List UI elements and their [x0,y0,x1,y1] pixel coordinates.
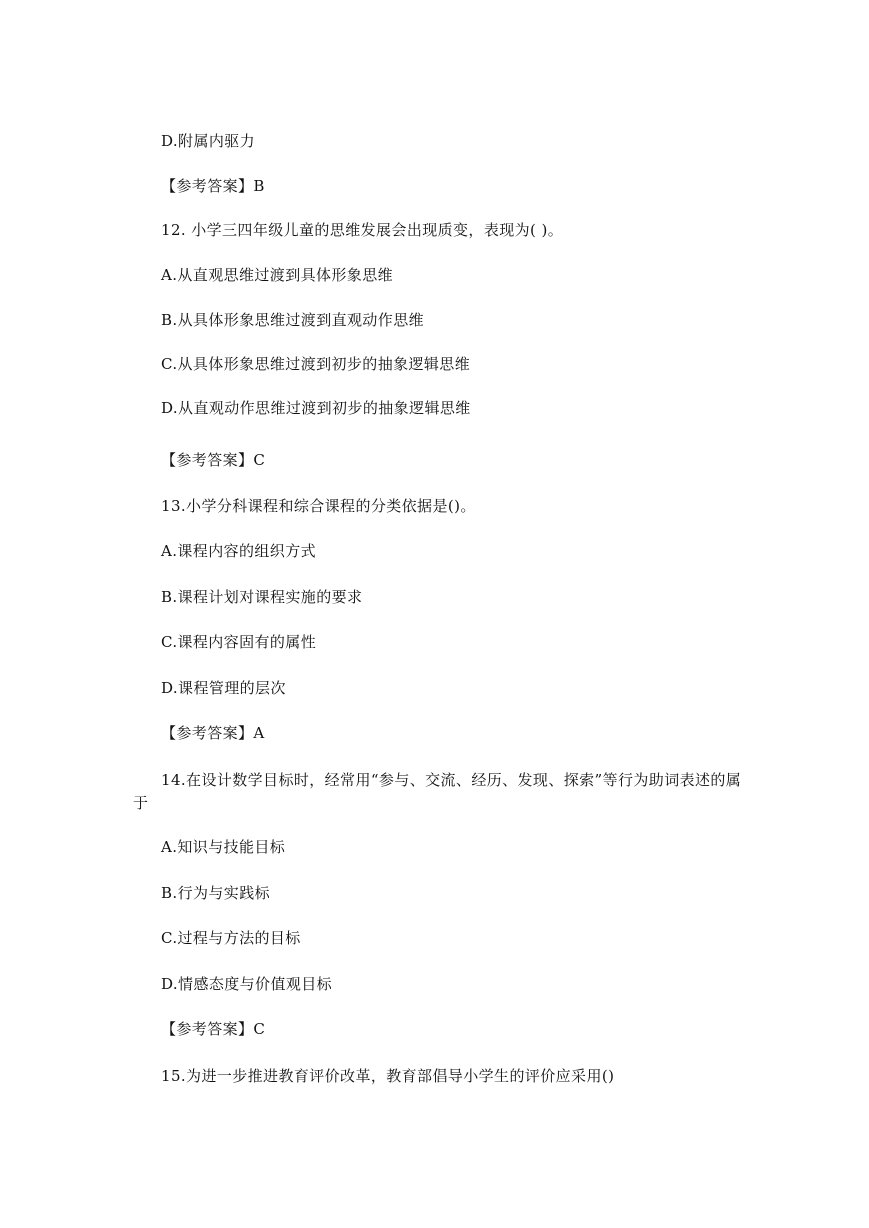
option-d-q12: D.从直观动作思维过渡到初步的抽象逻辑思维 [161,399,471,417]
question-12: 12. 小学三四年级儿童的思维发展会出现质变，表现为( )。 [161,221,564,239]
question-13: 13.小学分科课程和综合课程的分类依据是()。 [161,497,476,515]
option-b-q14: B.行为与实践标 [161,884,270,902]
question-14: 14.在设计数学目标时，经常用“参与、交流、经历、发现、探索”等行为助词表述的属 [161,771,742,789]
question-14-continuation: 于 [133,794,149,812]
answer-q14: 【参考答案】C [161,1020,266,1038]
answer-q12: 【参考答案】C [161,451,266,469]
option-c-q14: C.过程与方法的目标 [161,929,301,947]
option-c-q13: C.课程内容固有的属性 [161,633,317,651]
option-d-q11: D.附属内驱力 [161,132,256,150]
option-c-q12: C.从具体形象思维过渡到初步的抽象逻辑思维 [161,355,471,373]
option-a-q12: A.从直观思维过渡到具体形象思维 [161,266,394,284]
option-a-q13: A.课程内容的组织方式 [161,542,317,560]
option-a-q14: A.知识与技能目标 [161,838,286,856]
answer-q13: 【参考答案】A [161,724,265,742]
answer-q11: 【参考答案】B [161,177,265,195]
question-15: 15.为进一步推进教育评价改革，教育部倡导小学生的评价应采用() [161,1067,615,1085]
option-d-q14: D.情感态度与价值观目标 [161,975,333,993]
option-d-q13: D.课程管理的层次 [161,679,286,697]
option-b-q13: B.课程计划对课程实施的要求 [161,588,363,606]
option-b-q12: B.从具体形象思维过渡到直观动作思维 [161,311,424,329]
